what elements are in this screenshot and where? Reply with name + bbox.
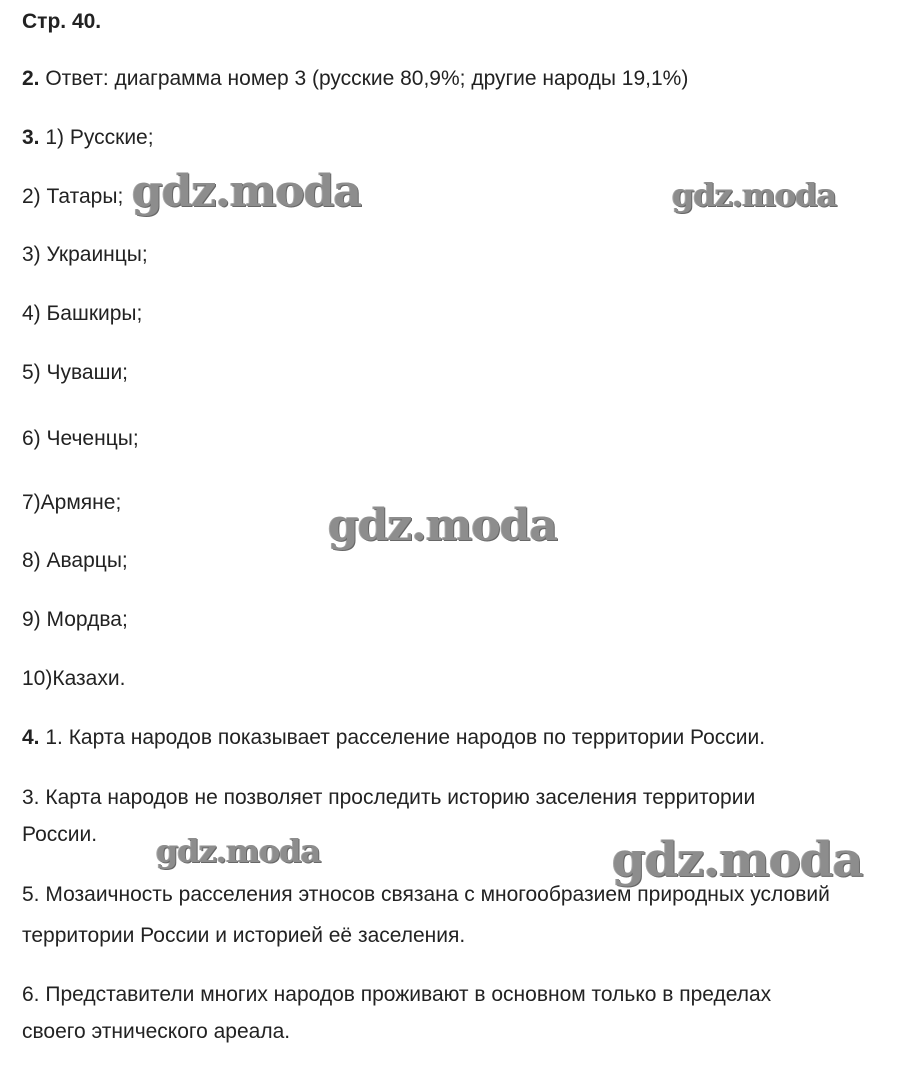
task-2-text: Ответ: диаграмма номер 3 (русские 80,9%; другие народы 19,1%) — [39, 67, 689, 90]
task-3-item-1 — [22, 126, 154, 150]
task-3-item-5: 5) Чуваши; — [22, 361, 129, 384]
task-3-item-7: 7)Армяне; — [22, 491, 122, 514]
task-3-item-9: 9) Мордва; — [22, 608, 128, 631]
task-3-item-4: 4) Башкиры; — [22, 302, 143, 325]
task-4-answer-1 — [22, 726, 765, 750]
task-4-answer-6-line-1: 6. Представители многих народов проживают в основном только в пределах — [22, 983, 772, 1006]
task-3-number: 3. — [22, 126, 40, 149]
task-2-answer — [22, 67, 688, 91]
watermark-logo: gdz.moda — [328, 500, 558, 551]
watermark-logo: gdz.moda — [672, 176, 837, 214]
task-4-answer-5-line-2: территории России и историей её заселения. — [22, 924, 466, 947]
task-4-answer-6-line-2: своего этнического ареала. — [22, 1020, 291, 1043]
task-4-number: 4. — [22, 726, 40, 749]
watermark-logo: gdz.moda — [132, 166, 362, 217]
task-3-item-1-text: 1) Русские; — [45, 126, 154, 149]
task-3-item-8: 8) Аварцы; — [22, 549, 128, 572]
task-4-answer-1-text: 1. Карта народов показывает расселение народов по территории России. — [39, 726, 766, 749]
task-3-item-10: 10)Казахи. — [22, 667, 126, 690]
watermark-logo: gdz.moda — [156, 832, 321, 870]
task-3-item-2: 2) Татары; — [22, 185, 124, 208]
watermark-logo: gdz.moda — [612, 832, 863, 888]
task-4-answer-3-line-1: 3. Карта народов не позволяет проследить историю заселения территории — [22, 786, 756, 809]
page-heading: Стр. 40. — [22, 10, 102, 33]
task-3-item-3: 3) Украинцы; — [22, 243, 148, 266]
task-4-answer-3-line-2: России. — [22, 823, 98, 846]
task-3-item-6: 6) Чеченцы; — [22, 427, 139, 450]
task-2-number: 2. — [22, 67, 40, 90]
task-4-answer-5-line-1: 5. Мозаичность расселения этносов связана с многообразием природных условий — [22, 883, 830, 906]
